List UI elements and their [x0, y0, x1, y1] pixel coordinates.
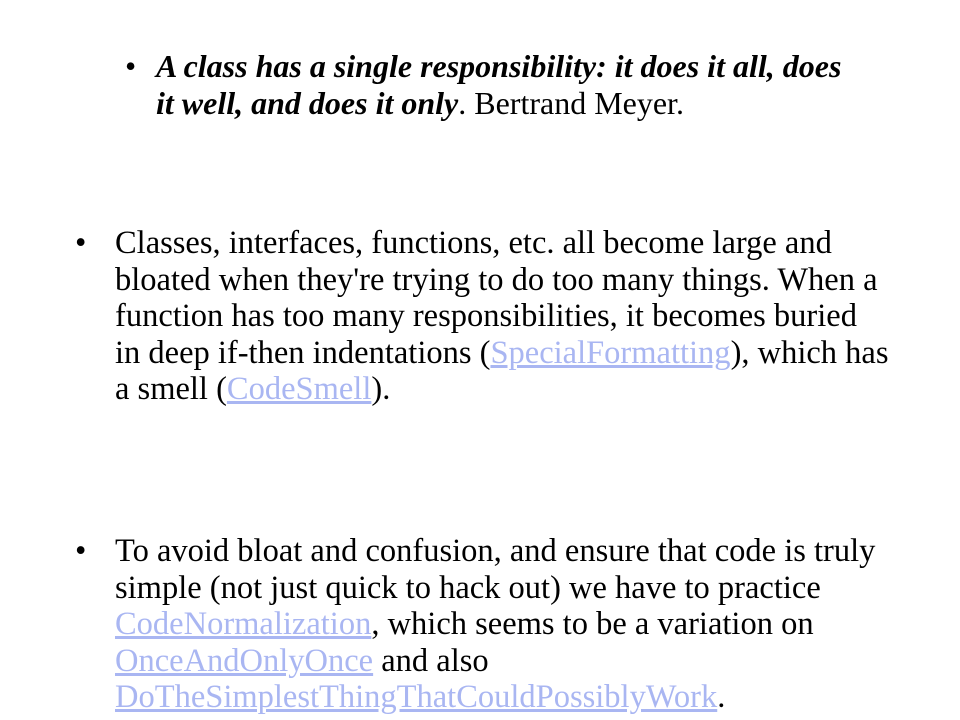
simplicity-text-b: , which seems to be a variation on	[371, 606, 814, 642]
once-and-only-once-link[interactable]: OnceAndOnlyOnce	[115, 642, 374, 679]
bloat-text-c: ).	[371, 371, 391, 407]
quote-attribution: Bertrand Meyer.	[466, 85, 684, 121]
bloat-paragraph	[115, 225, 890, 408]
quote-emphasis: A class has a single responsibility: it does it all, does it well, and does it only	[156, 48, 842, 121]
simplicity-text-c: and also	[373, 642, 489, 679]
simplicity-text-a: To avoid bloat and confusion, and ensure that code is truly simple (not just quick to hack out) we have to practice	[115, 533, 876, 606]
code-normalization-link[interactable]: CodeNormalization	[115, 606, 372, 642]
code-smell-link[interactable]: CodeSmell	[226, 371, 372, 407]
simplicity-bullet-item	[75, 533, 890, 716]
bullet-icon: •	[75, 225, 87, 261]
bloat-bullet-item	[75, 225, 890, 408]
simplicity-text-d: .	[717, 679, 726, 715]
bullet-icon: •	[125, 48, 137, 84]
quote-bullet-item	[125, 48, 925, 122]
bullet-icon: •	[75, 533, 87, 569]
do-the-simplest-thing-link[interactable]: DoTheSimplestThingThatCouldPossiblyWork	[115, 679, 718, 715]
special-formatting-link[interactable]: SpecialFormatting	[490, 334, 731, 371]
bloat-text-a: Classes, interfaces, functions, etc. all become large and bloated when they're trying to do too many things. When a function has too many responsibilities, it becomes buried in deep if-then indentations (	[115, 225, 878, 371]
quote-text	[156, 48, 856, 122]
quote-period: .	[458, 85, 467, 121]
simplicity-paragraph	[115, 533, 890, 716]
bloat-text-b: ), which has a smell (	[115, 334, 889, 407]
